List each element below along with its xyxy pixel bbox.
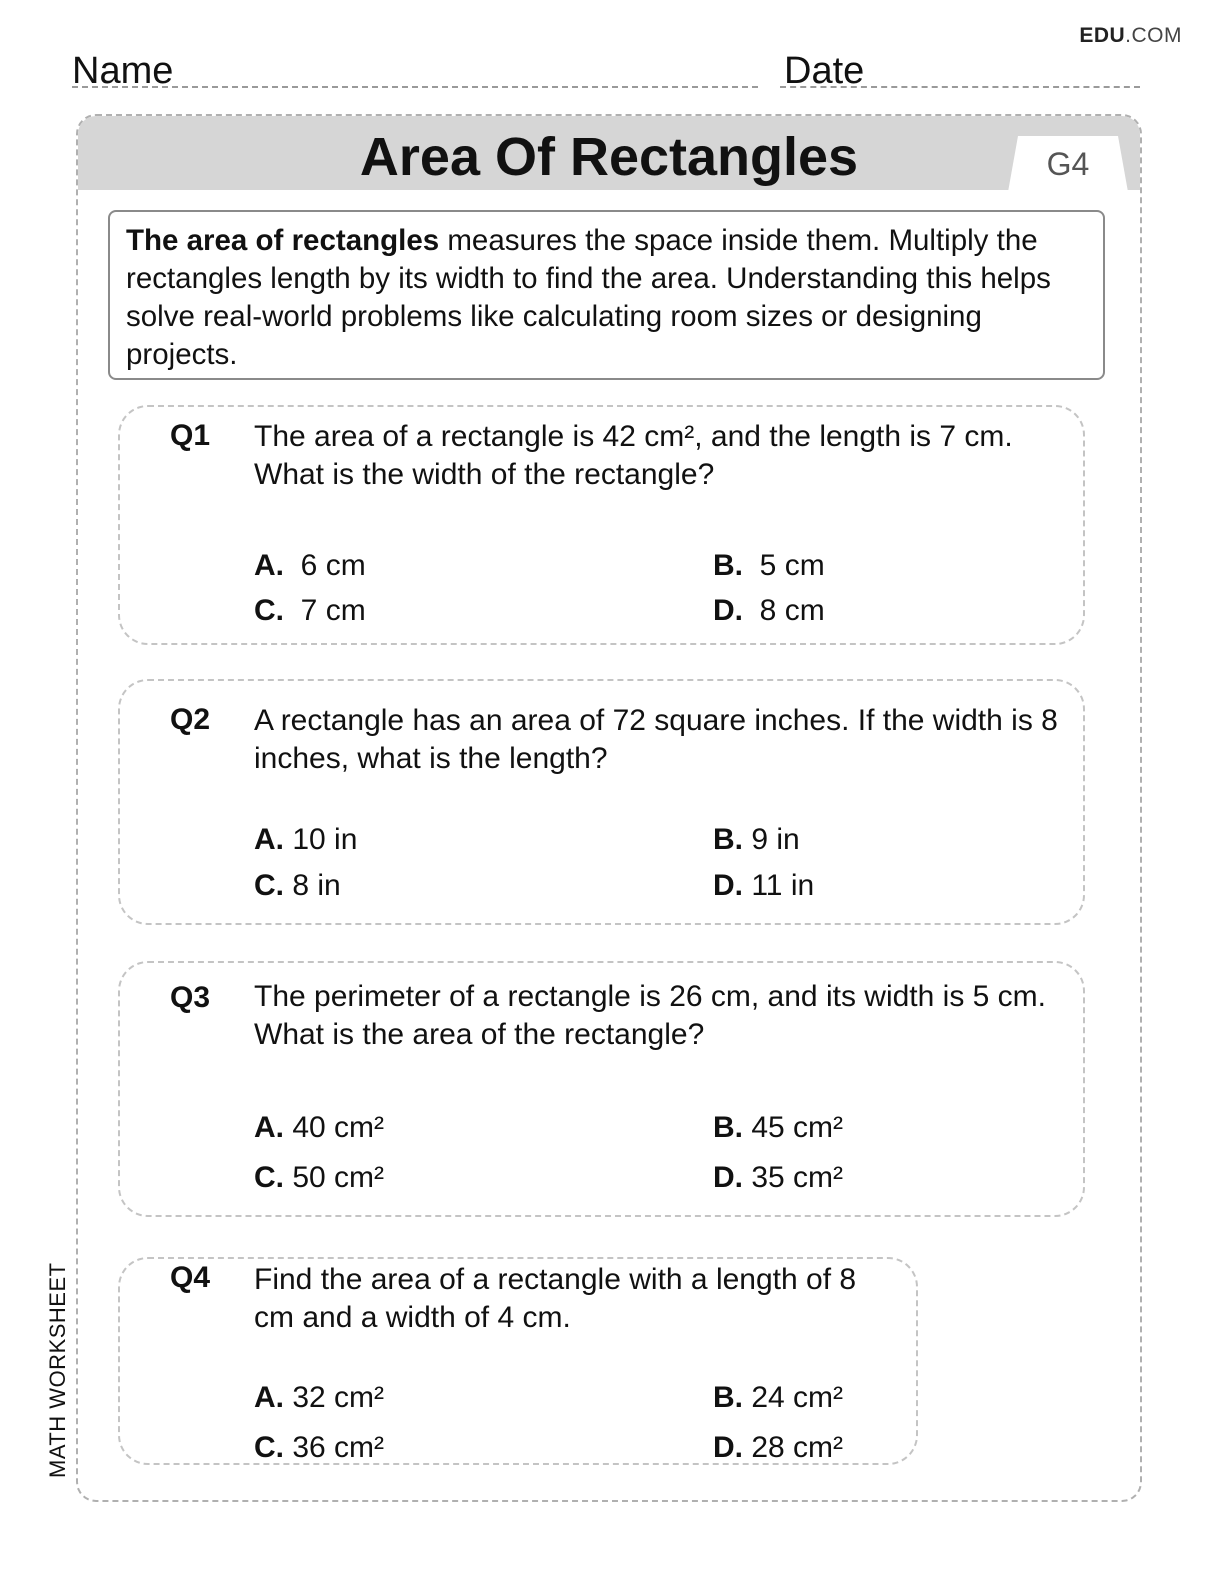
brand-edu: EDU [1079,24,1126,47]
option-c[interactable] [254,869,341,903]
date-field[interactable] [780,86,1140,88]
option-b[interactable] [713,1111,843,1145]
option-text: 6 cm [300,549,366,582]
option-b[interactable] [713,549,825,583]
name-field[interactable] [72,86,758,88]
option-d[interactable] [713,1431,843,1465]
question-number: Q3 [170,981,211,1014]
option-letter: D. [713,1431,743,1464]
intro-bold: The area of rectangles [126,224,440,257]
option-letter: B. [713,1381,743,1414]
option-letter: A. [254,823,284,856]
grade-badge: G4 [1046,146,1090,182]
option-letter: C. [254,869,284,902]
option-letter: C. [254,1431,284,1464]
option-letter: C. [254,1161,284,1194]
option-text: 28 cm² [751,1431,844,1464]
option-text: 11 in [751,869,815,902]
name-label: Name [72,50,174,92]
option-b[interactable] [713,823,800,857]
option-d[interactable] [713,1161,843,1195]
option-letter: B. [713,549,743,582]
brand-com: .COM [1125,24,1182,47]
option-text: 35 cm² [751,1161,844,1194]
question-number: Q2 [170,703,211,736]
question-card [118,961,1085,1217]
option-letter: D. [713,1161,743,1194]
date-label: Date [784,50,865,92]
intro-text: measures the space inside them. Multiply the rectangles length by its width to find the area. Understanding this helps solve real-world problems like calculating room sizes or designing projects. [126,224,1051,371]
option-c[interactable] [254,594,366,628]
option-letter: B. [713,1111,743,1144]
option-text: 40 cm² [292,1111,385,1144]
question-text: The perimeter of a rectangle is 26 cm, and its width is 5 cm. What is the area of the rectangle? [254,980,1046,1051]
option-text: 50 cm² [292,1161,385,1194]
option-text: 24 cm² [751,1381,844,1414]
option-text: 10 in [292,823,358,856]
option-text: 36 cm² [292,1431,385,1464]
question-text: The area of a rectangle is 42 cm², and the length is 7 cm. What is the width of the rectangle? [254,420,1013,491]
option-letter: C. [254,594,284,627]
question-card [118,405,1085,645]
brand-logo [1079,24,1182,48]
question-card [118,1257,918,1465]
option-text: 9 in [751,823,800,856]
option-letter: A. [254,549,284,582]
option-letter: A. [254,1111,284,1144]
option-letter: B. [713,823,743,856]
option-letter: A. [254,1381,284,1414]
question-text: Find the area of a rectangle with a length of 8 cm and a width of 4 cm. [254,1263,857,1334]
question-card [118,679,1085,925]
option-a[interactable] [254,823,357,857]
worksheet-title: Area Of Rectangles [359,127,859,187]
option-letter: D. [713,594,743,627]
option-text: 5 cm [759,549,825,582]
option-text: 32 cm² [292,1381,385,1414]
option-a[interactable] [254,1381,384,1415]
side-label: MATH WORKSHEET [45,1262,70,1478]
option-text: 8 cm [759,594,825,627]
option-text: 8 in [292,869,341,902]
option-text: 7 cm [300,594,366,627]
intro-box [108,210,1105,380]
option-d[interactable] [713,594,825,628]
option-a[interactable] [254,1111,384,1145]
title-bar [78,116,1140,190]
option-c[interactable] [254,1431,384,1465]
option-b[interactable] [713,1381,843,1415]
option-letter: D. [713,869,743,902]
question-text: A rectangle has an area of 72 square inches. If the width is 8 inches, what is the length? [254,704,1058,775]
option-d[interactable] [713,869,814,903]
question-number: Q4 [170,1261,211,1294]
option-text: 45 cm² [751,1111,844,1144]
option-c[interactable] [254,1161,384,1195]
question-number: Q1 [170,419,211,452]
option-a[interactable] [254,549,366,583]
